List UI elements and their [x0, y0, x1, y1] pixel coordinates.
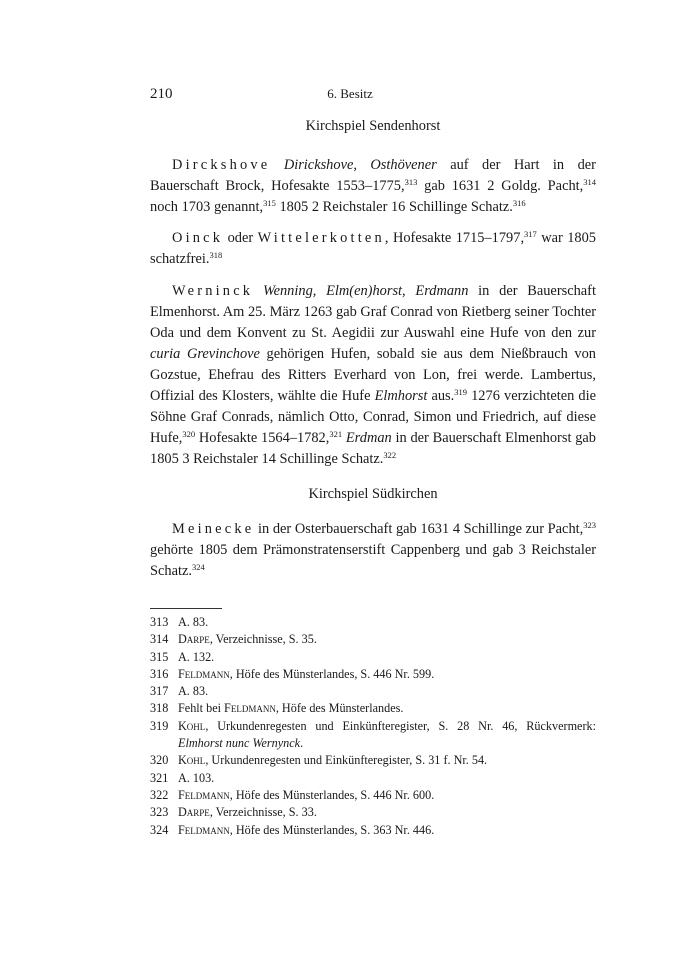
page-number: 210	[150, 86, 173, 102]
entry-werninck: Werninck Wenning, Elm(en)horst, Erdmann in der Bauerschaft Elmenhorst. Am 25. März 1263 gab Graf Conrad von Rietberg seiner Tochter Oda und dem Konvent zu St. Aegidii zur Auswahl eine Hufe von den zur curia Grevinchove gehörigen Hufen, sobald sie aus dem Nießbrauch von Gozstue, Ehefrau des Ritters Everhard von Lon, frei werde. Lambertus, Offizial des Klosters, wählte die Hufe Elmhorst aus.$^{319}$ 1276 verzichteten die Söhne Graf Conrads, nämlich Otto, Conrad, Simon und Friedrich, auf diese Hufe,$^{320}$ Hofesakte 1564–1782,$^{321}$ Erdman in der Bauerschaft Elmenhorst gab 1805 3 Reichstaler 14 Schillinge Schatz.$^{322}$	[150, 283, 596, 467]
footnote-317: 317 A. 83.	[150, 684, 209, 699]
footnote-ref: 319	[454, 387, 467, 397]
footnote-rule	[150, 608, 222, 609]
footnote-318: 318 Fehlt bei Feldmann, Höfe des Münsterlandes.	[150, 701, 404, 716]
footnote-314: 314 Darpe, Verzeichnisse, S. 35.	[150, 632, 317, 647]
footnote-321: 321 A. 103.	[150, 770, 215, 785]
footnote-ref: 320	[182, 429, 196, 439]
name-variants: Wenning, Elm(en)horst, Erdmann	[262, 283, 469, 299]
footnote-323: 323 Darpe, Verzeichnisse, S. 33.	[150, 805, 317, 820]
footnote-313: 313 A. 83.	[150, 615, 209, 629]
footnote-ref: 313	[404, 177, 418, 187]
entry-name: Dirckshove	[172, 157, 271, 173]
footnote-ref: 316	[512, 198, 526, 208]
footnote-324: 324 Feldmann, Höfe des Münsterlandes, S. 363 Nr. 446.	[150, 822, 435, 837]
footnote-322: 322 Feldmann, Höfe des Münsterlandes, S. 446 Nr. 600.	[150, 787, 435, 802]
running-head: 6. Besitz	[327, 86, 373, 101]
entry-name-alt: Wittelerkotten	[257, 230, 385, 246]
footnotes	[150, 614, 596, 839]
footnote-ref: 318	[209, 250, 223, 260]
entry-dirckshove: Dirckshove Dirickshove, Osthövener auf der Hart in der Bauerschaft Brock, Hofesakte 1553–1775,$^{313}$ gab 1631 2 Goldg. Pacht,$^{314}$ noch 1703 genannt,$^{315}$ 1805 2 Reichstaler 16 Schillinge Schatz.$^{316}$	[150, 157, 596, 215]
footnote-ref: 324	[191, 562, 205, 572]
footnote-319: 319 Kohl, Urkundenregesten und Einkünfteregister, S. 28 Nr. 46, Rückvermerk: Elmhorst nunc Wernynck.	[150, 718, 596, 751]
footnote-315: 315 A. 132.	[150, 649, 215, 664]
footnote-ref: 322	[383, 450, 397, 460]
footnote-316: 316 Feldmann, Höfe des Münsterlandes, S. 446 Nr. 599.	[150, 666, 435, 681]
footnote-ref: 323	[583, 520, 596, 530]
entry-meinecke: Meinecke in der Osterbauerschaft gab 1631 4 Schillinge zur Pacht,$^{323}$ gehörte 1805 dem Prämonstratenserstift Cappenberg und gab 3 Reichstaler Schatz.$^{324}$	[150, 520, 596, 579]
section-heading-suedkirchen: Kirchspiel Südkirchen	[308, 486, 438, 502]
footnote-ref: 317	[524, 229, 537, 239]
name-variants: Dirickshove, Osthövener	[283, 157, 437, 173]
footnote-ref: 315	[263, 198, 276, 208]
entry-name: Werninck	[172, 283, 254, 299]
footnote-ref: 321	[329, 429, 343, 439]
entry-oinck: Oinck oder Wittelerkotten, Hofesakte 1715–1797,$^{317}$ war 1805 schatzfrei.$^{318}$	[150, 229, 596, 267]
entry-name: Oinck	[172, 230, 224, 246]
section-heading-sendenhorst: Kirchspiel Sendenhorst	[305, 118, 441, 134]
entry-name: Meinecke	[172, 521, 255, 537]
footnote-320: 320 Kohl, Urkundenregesten und Einkünfteregister, S. 31 f. Nr. 54.	[150, 753, 488, 768]
footnote-ref: 314	[583, 177, 596, 187]
